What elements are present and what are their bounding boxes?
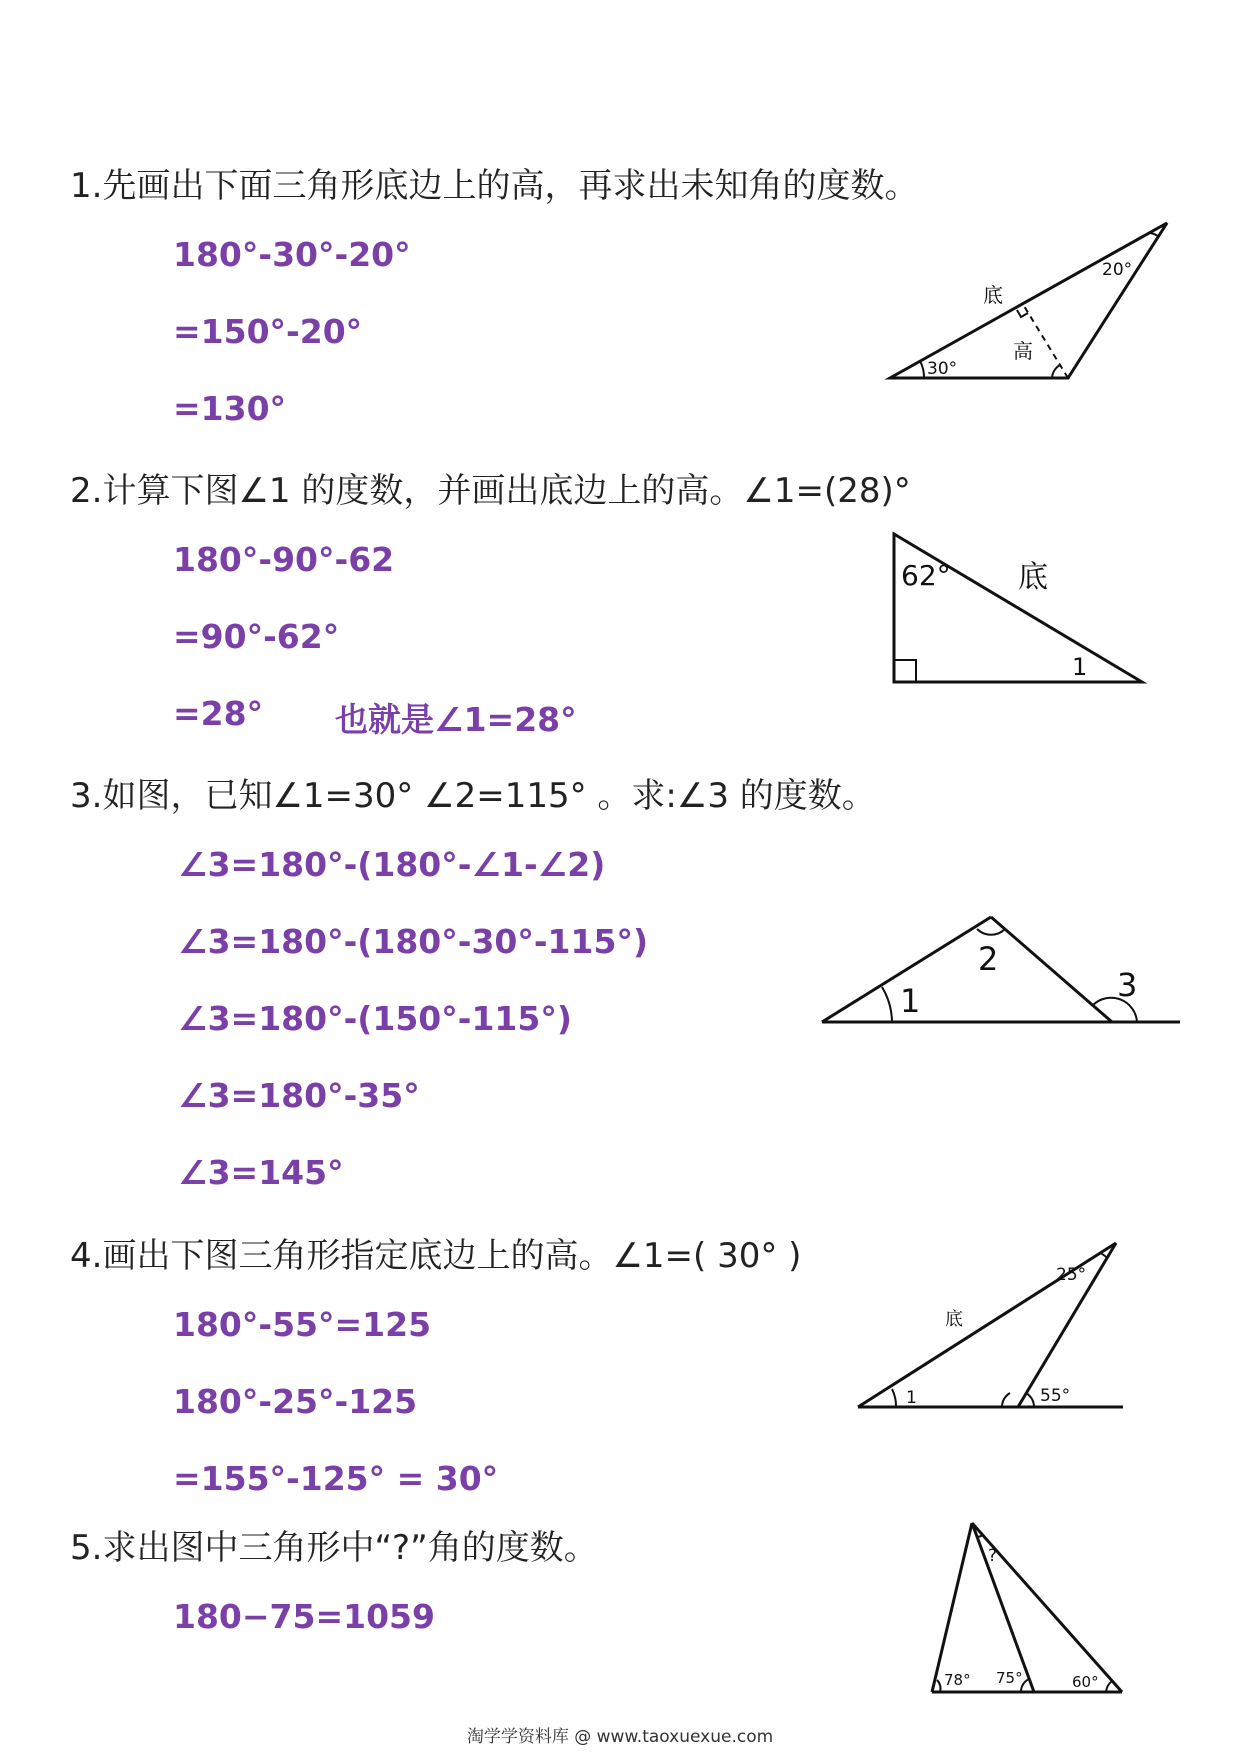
q4-answer-line-1: 180°-55°=125 — [173, 1305, 432, 1344]
fig2-angle-top: 62° — [901, 559, 951, 592]
fig1-base-label: 底 — [983, 283, 1003, 307]
q2-answer-line-1: 180°-90°-62 — [173, 540, 395, 579]
q1-answer-line-3: =130° — [173, 389, 287, 428]
fig4-angle-one: 1 — [906, 1388, 917, 1408]
q3-answer-line-4: ∠3=180°-35° — [178, 1076, 420, 1115]
triangle-figure-3 — [810, 905, 1190, 1030]
fig3-label-2: 2 — [978, 940, 999, 978]
fig3-label-3: 3 — [1117, 966, 1138, 1004]
q3-answer-line-5: ∠3=145° — [178, 1153, 344, 1192]
fig2-angle-one: 1 — [1072, 653, 1088, 681]
triangle-figure-2 — [885, 525, 1155, 685]
q3-answer-line-3: ∠3=180°-(150°-115°) — [178, 999, 572, 1038]
fig4-angle-ext: 55° — [1040, 1386, 1071, 1406]
triangle-figure-4 — [850, 1235, 1130, 1415]
fig1-angle-left: 30° — [927, 359, 958, 379]
footer-watermark: 淘学学资料库 @ www.taoxuexue.com — [466, 1727, 774, 1747]
question-2-prompt: 2.计算下图∠1 的度数，并画出底边上的高。∠1=(28)° — [70, 471, 911, 511]
fig5-angle-b: 75° — [996, 1669, 1023, 1687]
fig5-angle-q: ? — [988, 1546, 998, 1566]
question-3-prompt: 3.如图，已知∠1=30° ∠2=115° 。求:∠3 的度数。 — [70, 776, 876, 816]
triangle-figure-1 — [880, 215, 1180, 385]
question-4-prompt: 4.画出下图三角形指定底边上的高。∠1=( 30° ) — [70, 1236, 802, 1276]
q2-note: 也就是∠1=28° — [335, 700, 577, 739]
fig5-angle-a: 78° — [944, 1671, 971, 1689]
triangle-figure-5 — [920, 1515, 1130, 1700]
fig5-angle-c: 60° — [1072, 1673, 1099, 1691]
q3-answer-line-1: ∠3=180°-(180°-∠1-∠2) — [178, 845, 606, 884]
q3-answer-line-2: ∠3=180°-(180°-30°-115°) — [178, 922, 649, 961]
q1-answer-line-1: 180°-30°-20° — [173, 235, 411, 274]
q2-answer-line-3: =28° — [173, 694, 264, 733]
fig1-angle-top: 20° — [1102, 260, 1133, 280]
fig4-angle-top: 25° — [1056, 1265, 1087, 1285]
fig2-base-label: 底 — [1018, 560, 1048, 595]
question-5-prompt: 5.求出图中三角形中“?”角的度数。 — [70, 1528, 598, 1568]
fig1-height-label: 高 — [1013, 339, 1033, 363]
q1-answer-line-2: =150°-20° — [173, 312, 363, 351]
question-1-prompt: 1.先画出下面三角形底边上的高，再求出未知角的度数。 — [70, 166, 919, 206]
q4-answer-line-3: =155°-125° = 30° — [173, 1459, 499, 1498]
fig3-label-1: 1 — [900, 982, 921, 1020]
q5-answer-line-1: 180−75=1059 — [173, 1597, 435, 1636]
q4-answer-line-2: 180°-25°-125 — [173, 1382, 418, 1421]
q2-answer-line-2: =90°-62° — [173, 617, 340, 656]
fig4-base-label: 底 — [945, 1309, 963, 1330]
